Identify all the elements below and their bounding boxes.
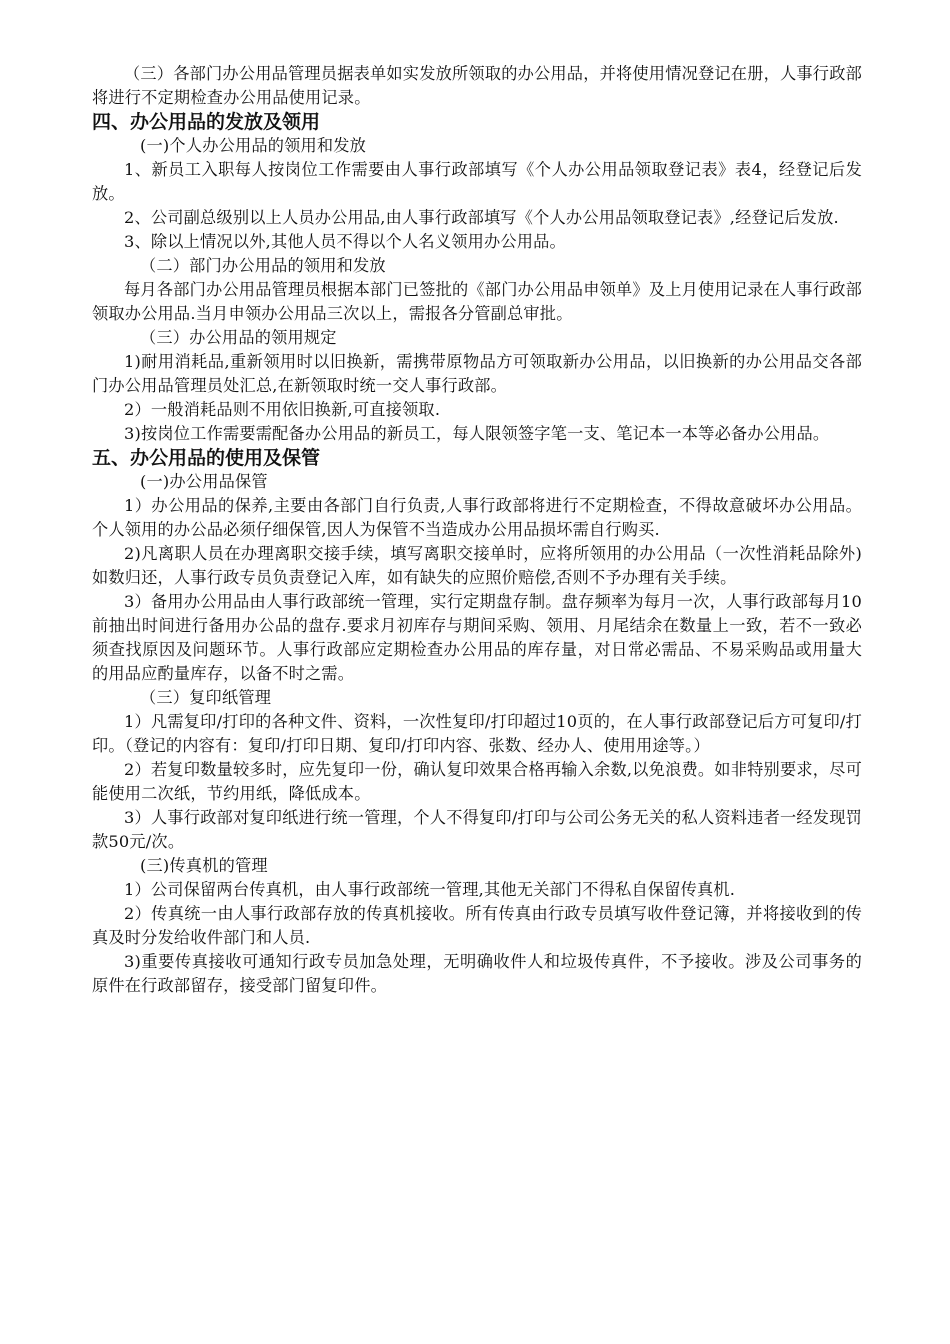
subsection-heading: （三）办公用品的领用规定 — [140, 328, 337, 347]
paragraph: 1）公司保留两台传真机，由人事行政部统一管理,其他无关部门不得私自保留传真机. — [124, 880, 736, 899]
paragraph: 1)耐用消耗品,重新领用时以旧换新，需携带原物品方可领取新办公用品，以旧换新的办公用品交各部门办公用品管理员处汇总,在新领取时统一交人事行政部。 — [92, 352, 862, 395]
paragraph: 2）若复印数量较多时，应先复印一份，确认复印效果合格再输入余数,以免浪费。如非特别要求，尽可能使用二次纸，节约用纸，降低成本。 — [92, 760, 862, 803]
section-heading: 四、办公用品的发放及领用 — [92, 111, 321, 133]
subsection-heading: (三)传真机的管理 — [140, 856, 268, 875]
paragraph: 1）凡需复印/打印的各种文件、资料，一次性复印/打印超过10页的，在人事行政部登记后方可复印/打印。（登记的内容有：复印/打印日期、复印/打印内容、张数、经办人、使用用途等。） — [92, 712, 862, 755]
section-heading: 五、办公用品的使用及保管 — [92, 447, 321, 469]
paragraph: 3)按岗位工作需要需配备办公用品的新员工，每人限领签字笔一支、笔记本一本等必备办公用品。 — [124, 424, 830, 443]
subsection-heading: (一)办公用品保管 — [140, 472, 268, 491]
paragraph: 3）人事行政部对复印纸进行统一管理，个人不得复印/打印与公司公务无关的私人资料违者一经发现罚款50元/次。 — [92, 808, 862, 851]
document-page — [92, 62, 862, 998]
paragraph: 1、新员工入职每人按岗位工作需要由人事行政部填写《个人办公用品领取登记表》表4，经登记后发放。 — [92, 160, 862, 203]
paragraph: 2）传真统一由人事行政部存放的传真机接收。所有传真由行政专员填写收件登记簿，并将接收到的传真及时分发给收件部门和人员. — [92, 904, 862, 947]
paragraph: （三）各部门办公用品管理员据表单如实发放所领取的办公用品，并将使用情况登记在册，人事行政部将进行不定期检查办公用品使用记录。 — [92, 64, 862, 107]
subsection-heading: （二）部门办公用品的领用和发放 — [140, 256, 386, 275]
subsection-heading: （三）复印纸管理 — [140, 688, 272, 707]
paragraph: 3)重要传真接收可通知行政专员加急处理，无明确收件人和垃圾传真件，不予接收。涉及公司事务的原件在行政部留存，接受部门留复印件。 — [92, 952, 862, 995]
paragraph: 2)凡离职人员在办理离职交接手续，填写离职交接单时，应将所领用的办公用品（一次性消耗品除外)如数归还，人事行政专员负责登记入库，如有缺失的应照价赔偿,否则不予办理有关手续。 — [92, 544, 862, 587]
paragraph: 1）办公用品的保养,主要由各部门自行负责,人事行政部将进行不定期检查，不得故意破坏办公用品。个人领用的办公品必须仔细保管,因人为保管不当造成办公用品损坏需自行购买. — [92, 496, 862, 539]
subsection-heading: (一)个人办公用品的领用和发放 — [140, 136, 367, 155]
paragraph: 每月各部门办公用品管理员根据本部门已签批的《部门办公用品申领单》及上月使用记录在人事行政部领取办公用品.当月申领办公用品三次以上，需报各分管副总审批。 — [92, 280, 862, 323]
paragraph: 3）备用办公用品由人事行政部统一管理，实行定期盘存制。盘存频率为每月一次，人事行政部每月10前抽出时间进行备用办公品的盘存.要求月初库存与期间采购、领用、月尾结余在数量上一致，若不一致必须查找原因及问题环节。人事行政部应定期检查办公用品的库存量，对日常必需品、不易采购品或用量大的用品应酌量库存，以备不时之需。 — [92, 592, 862, 683]
paragraph: 3、除以上情况以外,其他人员不得以个人名义领用办公用品。 — [124, 232, 566, 251]
paragraph: 2、公司副总级别以上人员办公用品,由人事行政部填写《个人办公用品领取登记表》,经登记后发放. — [124, 208, 839, 227]
paragraph: 2）一般消耗品则不用依旧换新,可直接领取. — [124, 400, 441, 419]
